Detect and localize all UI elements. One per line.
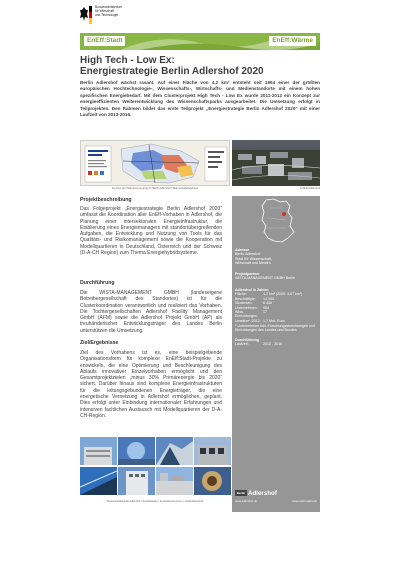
runtime-label: Laufzeit:	[235, 342, 249, 347]
info-sidebar	[232, 196, 320, 512]
fact-label: Wiss. Einrichtungen:	[235, 310, 258, 319]
address-heading: Adresse	[235, 248, 250, 252]
section-heading-description: Projektbeschreibung	[80, 197, 132, 203]
photo-7	[156, 467, 193, 495]
ministry-line-3: und Technologie	[95, 13, 119, 17]
adlershof-logo	[235, 490, 317, 510]
eneff-waerme-label: EnEff:Wärme	[269, 36, 316, 46]
runtime-block	[235, 338, 317, 347]
partner-heading: Projektpartner	[235, 272, 260, 276]
ministry-logo	[80, 5, 140, 27]
runtime-heading: Durchführung	[235, 338, 259, 342]
fact-label: Umsätze* 2012:	[235, 318, 261, 323]
intro-paragraph: Berlin Adlershof wächst rasant. Auf einer Fläche von 4,2 km² entsteht seit 1994 einer der größten europäischen Hochtechnologie-, Wissenschafts-, Wirtschafts- und Medienstandorte mit einem hohen spezifischen Energiebedarf. Mit dem Clusterprojekt High Tech - Low Ex wurde 2011-2012 ein Konzept zur energieeffizienten Weiterentwicklung des Wissenschaftsparks ausgearbeitet. Die Umsetzung erfolgt in Teilprojekten. Den Rahmen bildet das erste Teilprojekt „Energiestrategie Berlin Adlershof 2020“ mit einer Laufzeit von 2013-2016.	[80, 80, 320, 118]
address-line-3: Wirtschaft und Medien	[235, 261, 271, 266]
photo-5	[80, 467, 117, 495]
intro-text	[80, 80, 320, 118]
fact-label: Studenten:	[235, 301, 253, 306]
program-banner	[80, 33, 320, 50]
fact-value: 6.436	[263, 301, 272, 306]
photo-1	[80, 437, 117, 465]
address-line-1: Berlin Adlershof	[235, 252, 261, 257]
aerial-photo	[232, 140, 320, 186]
fact-value: 954	[263, 305, 269, 310]
photo-8	[194, 467, 231, 495]
runtime-value: 2013 - 2016	[263, 342, 283, 347]
logo-box: Berlin	[236, 491, 246, 495]
facts-heading: Adlershof in Zahlen	[235, 288, 269, 292]
aerial-caption: Luftbild Adlershof	[300, 187, 320, 190]
page-title-line-1: High Tech - Low Ex:	[80, 55, 175, 66]
heat-supply-map	[80, 140, 230, 186]
fact-value: 4,2 km² (2000: 4,67 km²)	[263, 292, 303, 297]
photo-6	[118, 467, 155, 495]
facts-footnote: * Unternehmen inkl. Forschungseinrichtungen und Einrichtungen des Landes und Bundes	[235, 324, 315, 333]
partner-block	[235, 272, 317, 281]
eneff-stadt-label: EnEff:Stadt	[84, 36, 125, 46]
partner-text: WISTA-MANAGEMENT GMBH Berlin	[235, 276, 295, 281]
fact-label: Fläche:	[235, 292, 247, 297]
fact-label: Beschäftigte:	[235, 296, 256, 301]
url-row	[235, 499, 317, 503]
map-caption: Konzept der Wärmeversorgung für Berlin Adlershof / Wärmebedarfsgebiete	[111, 187, 199, 190]
fact-value: 1,7 Mrd. Euro	[263, 318, 285, 323]
federal-eagle-icon	[80, 7, 88, 21]
fact-row	[235, 319, 317, 323]
adlershof-wordmark	[235, 490, 277, 497]
photo-grid	[80, 437, 230, 495]
section-heading-implementation: Durchführung	[80, 280, 115, 286]
photos-caption: Wissenschaftsstadt Adlershof / Solarfassade / Innovationszentrum / Gebäudetechnik	[106, 500, 204, 503]
section-body-description: Das Folgeprojekt „Energiestrategie Berlin Adlershof 2020“ umfasst die Koordination aller EnEff-Vorhaben in Adlershof, die Planung einer intersektoralen Energieinfrastruktur, die Etablierung eines Energiemanagers mit standortübergreifenden Aufgaben, die Entwicklung und Nutzung von Tools für das Qualitäts- und Risikomanagement sowie die Kooperation mit Modellquartieren in Deutschland, Österreich und der Schweiz (D-A-CH Region) zum Thema Energiehybridsysteme.	[80, 206, 222, 257]
photo-2	[118, 437, 155, 465]
runtime-row	[235, 342, 317, 346]
section-body-implementation: Die WISTA-MANAGEMENT GMBH (landeseigene Betreibergesellschaft des Standortes) ist für die Clusterkoordination verantwortlich und realisiert das Vorhaben. Die Tochtergesellschaften Adlershof Facility Management GmbH (AFM) sowie die Adlershof Projekt GmbH (AP) als treuhänderischer Entwicklungsträger des Landes Berlin unterstützen die Umsetzung.	[80, 290, 222, 334]
aerial-graphic	[232, 140, 320, 186]
address-block	[235, 248, 317, 266]
photo-4	[194, 437, 231, 465]
facts-block	[235, 288, 317, 323]
ministry-line-2: für Wirtschaft	[95, 9, 114, 13]
ministry-line-1: Bundesministerium	[95, 5, 123, 9]
section-heading-goals: Ziel/Ergebnisse	[80, 340, 119, 346]
german-flag-icon	[89, 6, 92, 24]
page-title-line-2: Energiestrategie Berlin Adlershof 2020	[80, 66, 264, 77]
fact-row	[235, 310, 317, 319]
ministry-name	[95, 5, 140, 17]
photo-3	[156, 437, 193, 465]
germany-map-icon	[236, 198, 316, 244]
fact-label: Unternehmen:	[235, 305, 258, 310]
address-line-2: Stadt für Wissenschaft,	[235, 256, 272, 261]
section-body-goals: Ziel des Vorhabens ist es, eine beispielgebende Organisationsform für komplexe EnEff:Stadt-Projekte zu entwickeln, die eine Optimierung und Beschleunigung des Ablaufs innovativer Einzelvorhaben ermöglicht und den Gesamtprojektzielen „minus 30% Primärenergie bis 2020“ sichert. Darüber hinaus sind komplexe Energieinfrastrukturen für die leitungsgebundenen Energieträger, die eine energetische Vernetzung in Adlershof ermöglichen, geplant. Dies erfolgt unter Einbindung internationaler Erfahrungen und intensiven fachlichen Austausch mit Modellquartieren der D-A-CH-Region.	[80, 350, 222, 419]
url-eneff[interactable]: www.eneff-stadt.info	[291, 499, 317, 503]
fact-value: 17	[263, 310, 267, 315]
fact-value: 14.943	[263, 296, 274, 301]
map-graphic	[81, 141, 230, 186]
url-adlershof[interactable]: www.adlershof.de	[235, 499, 258, 503]
logo-text: Adlershof	[248, 490, 277, 497]
